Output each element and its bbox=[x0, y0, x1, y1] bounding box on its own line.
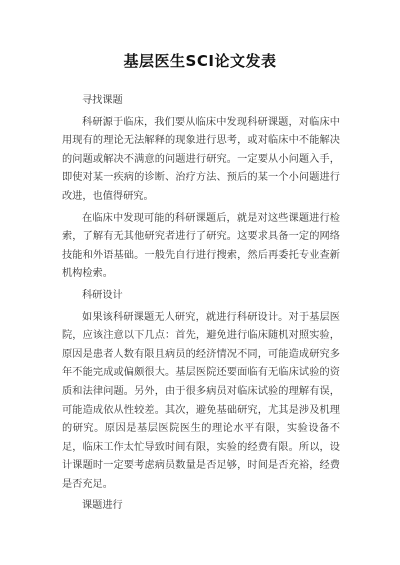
document-body bbox=[62, 92, 340, 519]
section-heading-topic-progress: 课题进行 bbox=[82, 500, 123, 512]
section-heading-find-topic: 寻找课题 bbox=[82, 95, 123, 106]
paragraph: 在临床中发现可能的科研课题后，就是对这些课题进行检索，了解有无其他研究者进行了研究。这要求具备一定的网络技能和外语基础。一般先自行进行搜索，然后再委托专业查新机构检索。 bbox=[62, 212, 340, 280]
document-title: 基层医生SCI论文发表 bbox=[123, 52, 277, 70]
paragraph: 科研源于临床，我们要从临床中发现科研课题，对临床中用现有的理论无法解释的现象进行思考，或对临床中不能解决的问题或解决不满意的问题进行研究。一定要从小问题入手，即使对某一疾病的诊断、治疗方法、预后的某一个小问题进行改进，也值得研究。 bbox=[62, 116, 340, 202]
paragraph: 如果该科研课题无人研究，就进行科研设计。对于基层医院，应该注意以下几点：首先，避免进行临床随机对照实验，原因是患者人数有限且病员的经济情况不同，可能造成研究多年不能完成或偏颇很大。基层医院还要面临有无临床试验的资质和法律问题。另外，由于很多病员对临床试验的理解有误，可能造成依从性较差。其次，避免基础研究，尤其是涉及机理的研究。原因是基层医院医生的理论水平有限，实验设备不足，临床工作太忙导致时间有限，实验的经费有限。所以，设计课题时一定要考虑病员数量是否足够，时间是否充裕，经费是否充足。 bbox=[62, 311, 340, 490]
section-heading-research-design: 科研设计 bbox=[82, 289, 123, 301]
